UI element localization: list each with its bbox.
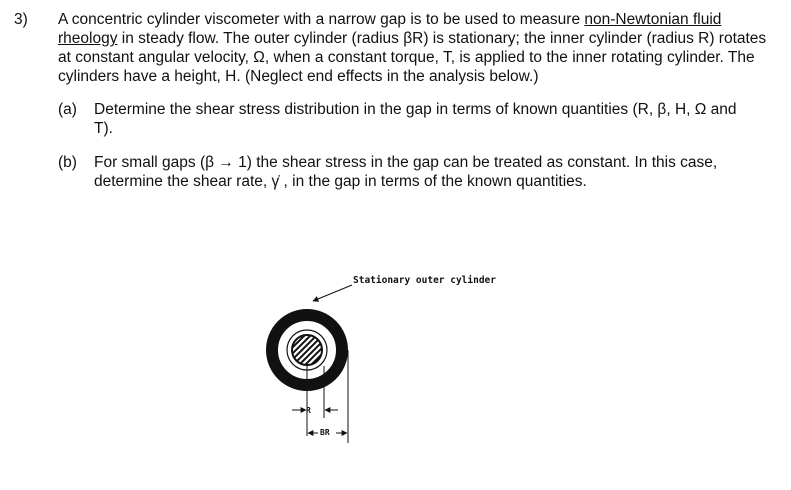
problem-statement	[14, 10, 774, 86]
viscometer-figure	[240, 268, 540, 458]
intro-underlined-text: non-Newtonian fluid rheology	[58, 11, 722, 47]
inner-radius-label: R	[306, 406, 311, 415]
part-a	[58, 100, 774, 138]
problem-number: 3)	[14, 11, 28, 28]
omega-label: Ω	[294, 313, 299, 322]
part-a-label: (a)	[58, 101, 77, 118]
outer-cylinder-label: Stationary outer cylinder	[353, 275, 496, 286]
viscometer-diagram	[240, 268, 540, 458]
outer-radius-label: BR	[320, 428, 330, 437]
part-a-text: Determine the shear stress distribution in the gap in terms of known quantities (R, β, H, Ω and T).	[94, 101, 737, 137]
part-b	[58, 153, 774, 191]
part-b-text: For small gaps (β → 1) the shear stress in the gap can be treated as constant. In this case, determine the shear rate, γ̇ , in the gap in terms of the known quantities.	[94, 154, 718, 190]
part-b-label: (b)	[58, 154, 77, 171]
outer-label-pointer	[313, 285, 352, 301]
problem-3	[14, 10, 774, 191]
intro-text-1: A concentric cylinder viscometer with a narrow gap is to be used to measure	[58, 11, 585, 28]
intro-text-2: in steady flow. The outer cylinder (radius βR) is stationary; the inner cylinder (radius R) rotates at constant angular velocity, Ω, when a constant torque, T, is applied to the inner rotating cylinder. The cylinders have a height, H. (Neglect end effects in the analysis below.)	[58, 30, 767, 85]
problem-intro	[58, 10, 774, 86]
